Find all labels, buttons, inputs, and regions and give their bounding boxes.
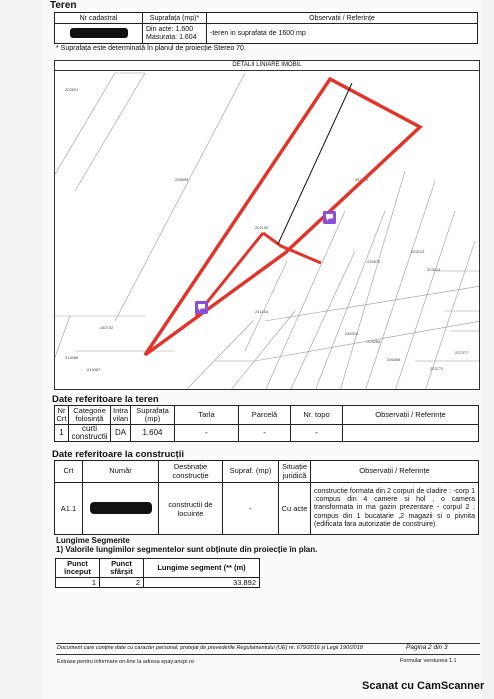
cons-observatii-cell: constructie formata din 2 corpuri de cladire : -corp 1 :compus din 4 camere si hol , o camera transformata in ma gazin prezentare - corpul 2 ; compus din 1 bucatarie ,2 magazii si o pivnita (edificata fara autorizatie de construire) — [311, 483, 479, 535]
redaction-block — [90, 502, 152, 514]
suprafata-cell — [143, 24, 207, 44]
cons-destinatie-cell: constructii de locuinte — [159, 483, 223, 535]
segment-cell: 1 — [56, 578, 100, 588]
table-row — [55, 425, 479, 442]
cons-header: Observații / Referințe — [311, 461, 479, 483]
parcel-label: 206498 — [387, 357, 401, 362]
scanner-watermark: Scanat cu CamScanner — [362, 680, 485, 692]
land-header: Tarla — [175, 406, 239, 425]
footer-divider — [56, 654, 480, 655]
cadastral-number-cell — [55, 24, 143, 44]
cons-supraf-cell: - — [223, 483, 279, 535]
footer-page-number: Pagina 2 din 3 — [406, 644, 448, 651]
parcel-label: 224266 — [367, 339, 381, 344]
subject-parcel — [145, 79, 420, 355]
segments-table — [55, 558, 260, 588]
parcel-label: 240732 — [100, 325, 114, 330]
land-header: Parcelă — [239, 406, 291, 425]
parcel-label: 223772 — [430, 366, 444, 371]
cons-header: Supraf. (mp) — [223, 461, 279, 483]
segments-subtitle: 1) Valorile lungimilor segmentelor sunt obținute din proiecție în plan. — [56, 545, 318, 554]
parcel-labels — [65, 87, 469, 372]
parcel-label: 202190 — [255, 225, 269, 230]
comment-marker-icon[interactable] — [195, 301, 208, 314]
parcel-label: 208595 — [175, 177, 189, 182]
projection-footnote: * Suprafața este determinată în planul de proiecție Stereo 70. — [56, 45, 246, 52]
section-title-teren-data: Date referitoare la teren — [52, 394, 159, 405]
construction-table — [54, 460, 479, 535]
table-row — [56, 578, 260, 588]
parcel-label: 210672 — [367, 259, 381, 264]
cons-number-cell — [83, 483, 159, 535]
parcel-outline — [145, 79, 420, 355]
segment-header: Punct sfârșit — [100, 559, 144, 578]
cons-header: Destinație construcție — [159, 461, 223, 483]
cadastral-lines — [55, 73, 480, 390]
parcel-label: 214087 — [87, 367, 101, 372]
land-header: Intra vilan — [111, 406, 131, 425]
land-table — [54, 405, 479, 442]
cons-header: Crt — [55, 461, 83, 483]
header-nr-cadastral: Nr cadastral — [55, 13, 143, 24]
land-cell — [343, 425, 479, 442]
parcel-label: 241155 — [355, 177, 369, 182]
footer-doc-note: Document care conține date cu caracter personal, protejat de prevederile Regulamentului (UE) nr. 679/2016 și Legii 190/2018 — [57, 645, 363, 651]
parcel-label: 214088 — [65, 355, 79, 360]
land-header: Observații / Referințe — [343, 406, 479, 425]
land-cell: - — [291, 425, 343, 442]
parcel-label: 223213 — [411, 249, 425, 254]
land-header: Nr. topo — [291, 406, 343, 425]
masurata-value: Masurata: 1.604 — [146, 33, 197, 41]
map-title: DETALII LINIARE IMOBIL — [55, 61, 479, 71]
land-cell: 1 — [55, 425, 69, 442]
land-cell: curti constructii — [69, 425, 111, 442]
header-observatii: Observații / Referințe — [207, 13, 478, 24]
land-cell: DA — [111, 425, 131, 442]
segment-header: Lungime segment (** (m) — [144, 559, 260, 578]
section-title-constructii: Date referitoare la construcții — [52, 449, 184, 460]
land-header: Suprafața (mp) — [131, 406, 175, 425]
land-header: Nr Crt — [56, 406, 67, 423]
observatii-cell: -teren in suprafata de 1600 mp — [207, 24, 478, 44]
header-suprafata: Suprafața (mp)* — [143, 13, 207, 24]
comment-marker-icon[interactable] — [323, 211, 336, 224]
din-acte-value: Din acte: 1.600 — [146, 25, 194, 33]
cadastral-table — [54, 12, 478, 44]
land-header: Categorie folosință — [69, 406, 111, 425]
redaction-block — [70, 28, 128, 38]
section-title-teren: Teren — [50, 0, 77, 11]
map-panel — [54, 60, 480, 390]
land-cell: - — [239, 425, 291, 442]
parcel-label: 223214 — [427, 267, 441, 272]
cons-header: Număr — [83, 461, 159, 483]
footer-version: Formular versiunea 1.1 — [400, 658, 457, 664]
parcel-label: 202501 — [65, 87, 79, 92]
cons-header: Situație juridică — [279, 461, 311, 483]
land-cell: - — [175, 425, 239, 442]
cons-crt-cell: A1.1 — [55, 483, 83, 535]
segment-header: Punct început — [56, 559, 100, 578]
land-cell: 1.604 — [131, 425, 175, 442]
parcel-map — [55, 61, 480, 390]
parcel-label: 227377 — [455, 350, 469, 355]
table-row — [55, 483, 479, 535]
parcel-label: 241154 — [255, 309, 269, 314]
footer-extract-note: Extrase pentru informare on-line la adresa epay.ancpi.ro — [57, 659, 194, 665]
segment-cell: 2 — [100, 578, 144, 588]
cons-situatie-cell: Cu acte — [279, 483, 311, 535]
segment-cell: 33.892 — [144, 578, 260, 588]
segments-title: Lungime Segmente — [56, 536, 130, 545]
parcel-label: 240310 — [345, 331, 359, 336]
